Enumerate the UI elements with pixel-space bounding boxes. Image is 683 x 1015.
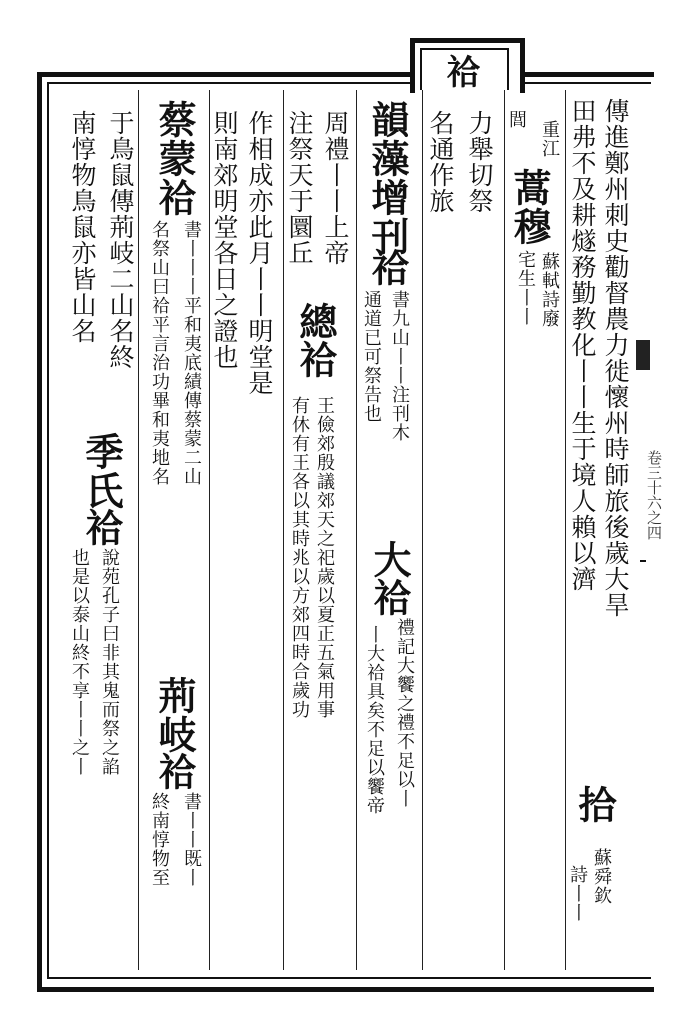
section-heading-yunzao: 韻藻增刊 xyxy=(365,100,410,256)
text-column-8: 通道已可祭告也 xyxy=(361,290,382,423)
headword-he-6: 祫 xyxy=(79,508,124,547)
headword-gaomu: 蒿穆 xyxy=(507,168,552,246)
headword-jingqi: 荊岐 xyxy=(152,676,197,754)
running-head: 卷三十六之四 xyxy=(645,450,663,540)
headword-he-5: 祫 xyxy=(152,752,197,791)
text-column-9: 周禮丨丨上帝 xyxy=(321,110,350,266)
text-column-11-cont: 丨大祫具矣不足以饗帝 xyxy=(364,625,385,815)
text-column-3-cont2: 詩丨丨 xyxy=(567,865,588,922)
text-column-16-cont: 說苑孔子曰非其鬼而祭之諂 xyxy=(99,548,120,776)
frame-fragment xyxy=(640,560,646,577)
headword-he-3: 祫 xyxy=(367,578,412,617)
text-column-17: 南惇物鳥鼠亦皆山名 xyxy=(68,110,97,344)
column-rule xyxy=(422,90,423,970)
text-column-15-cont: 終南惇物至 xyxy=(149,792,170,887)
headword-zong: 總 xyxy=(293,302,338,341)
text-column-13: 則南郊明堂各日之證也 xyxy=(210,110,239,370)
text-column-15: 名祭山曰祫平言治功畢和夷地名 xyxy=(149,220,170,486)
text-column-1: 傳進鄭州刺史勸督農力徙懷州時師旅後歲大旱 xyxy=(601,98,630,618)
headword-jishi: 季氏 xyxy=(79,432,124,510)
headword-he-2: 祫 xyxy=(293,340,338,379)
column-rule xyxy=(565,90,566,970)
text-column-pronunciation: 力舉切祭 xyxy=(465,110,494,214)
text-column-2: 田弗不及耕燧務勤教化丨丨生于境人賴以濟 xyxy=(568,98,597,592)
text-column-3-head: 重江 xyxy=(539,120,560,158)
headword-caimeng: 蔡蒙 xyxy=(152,100,197,178)
text-column-14: 書丨丨丨平和夷底績傳蔡蒙二山 xyxy=(181,220,202,486)
text-column-15-cite: 書丨丨既丨 xyxy=(181,792,202,887)
headword-da: 大 xyxy=(367,540,412,579)
text-column-3-cite: 蘇軾詩廢 xyxy=(539,252,560,328)
text-column-10-cont: 有休有王各以其時兆以方郊四時合歲功 xyxy=(289,396,310,719)
column-rule xyxy=(283,90,284,970)
text-column-16: 于鳥鼠傳荊岐二山名終 xyxy=(106,110,135,370)
text-column-4: 閭 xyxy=(506,110,527,129)
headword-he-4: 祫 xyxy=(152,178,197,217)
headword-shi: 拾 xyxy=(572,785,617,824)
text-column-alias: 名通作旅 xyxy=(426,110,455,214)
column-rule xyxy=(504,90,505,970)
column-rule xyxy=(138,90,139,970)
text-column-7: 書九山丨丨注刊木 xyxy=(389,290,410,442)
text-column-17-cont: 也是以泰山終不享丨丨之丨 xyxy=(69,548,90,776)
column-rule xyxy=(356,90,357,970)
tab-character: 祫 xyxy=(440,54,480,89)
text-column-11: 禮記大饗之禮不足以丨 xyxy=(394,618,415,808)
headword-he-1: 祫 xyxy=(365,248,410,287)
text-column-3-cite2: 蘇舜欽 xyxy=(591,848,612,905)
fishtail-mark xyxy=(636,340,650,370)
text-column-9-cont: 王儉郊殷議郊天之祀歲以夏正五氣用事 xyxy=(314,396,335,719)
text-column-3-cont: 宅生丨丨 xyxy=(515,250,536,326)
text-column-10: 注祭天于圜丘 xyxy=(285,110,314,266)
text-column-12: 作相成亦此月丨丨明堂是 xyxy=(245,110,274,396)
